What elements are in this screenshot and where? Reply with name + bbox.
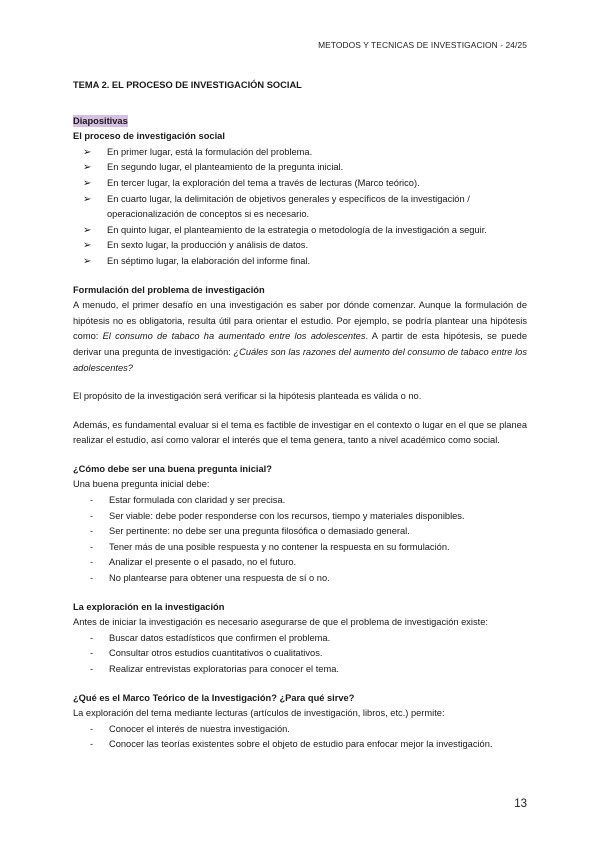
bullet-marker: ➢ (83, 146, 92, 158)
list-item (73, 631, 527, 647)
list-item (73, 223, 527, 239)
bullet-marker: - (90, 632, 94, 643)
purpose-paragraph: El propósito de la investigación será verificar si la hipótesis planteada es válida o no. (73, 391, 422, 402)
list-item-text: Tener más de una posible respuesta y no contener la respuesta en su formulación. (109, 541, 450, 552)
bullet-marker: - (90, 723, 94, 734)
list-item (73, 493, 527, 509)
good-question-heading: ¿Cómo debe ser una buena pregunta inicial? (73, 463, 272, 474)
formulation-paragraph (73, 298, 527, 376)
list-item (73, 722, 527, 738)
list-item (73, 555, 527, 571)
process-heading: El proceso de investigación social (73, 131, 225, 142)
list-item-text: En primer lugar, está la formulación del problema. (107, 146, 313, 157)
exploration-list (73, 631, 527, 678)
list-item (73, 192, 527, 223)
list-item (73, 737, 527, 753)
list-item-text: Analizar el presente o el pasado, no el futuro. (109, 557, 297, 568)
running-header: METODOS Y TECNICAS DE INVESTIGACION - 24/25 (318, 40, 527, 50)
bullet-marker: - (90, 557, 94, 568)
list-item-text: En cuarto lugar, la delimitación de objetivos generales y específicos de la investigación / operacionalización de conceptos si es necesario. (107, 193, 470, 220)
bullet-marker: - (90, 573, 94, 584)
text-run: A menudo, el primer desafío en una investigación es saber por dónde comenzar. Aunque la formulación de hipótesis no es obligatoria, resulta útil para orientar el estudio. Por ejemplo, se podría plantear una hipótesis como: (73, 300, 527, 342)
list-item-text: En quinto lugar, el planteamiento de la estrategia o metodología de la investigación a seguir. (107, 224, 487, 235)
formulation-heading: Formulación del problema de investigación (73, 284, 265, 295)
exploration-heading: La exploración en la investigación (73, 601, 225, 612)
list-item-text: Ser viable: debe poder responderse con los recursos, tiempo y materiales disponibles. (109, 510, 465, 521)
bullet-marker: - (90, 526, 94, 537)
list-item-text: Realizar entrevistas exploratorias para conocer el tema. (109, 664, 339, 674)
list-item-text: Conocer el interés de nuestra investigación. (109, 723, 290, 734)
list-item-text: Ser pertinente: no debe ser una pregunta filosófica o demasiado general. (109, 526, 410, 537)
page-content (73, 78, 527, 753)
chapter-title: TEMA 2. EL PROCESO DE INVESTIGACIÓN SOCIAL (73, 80, 302, 90)
bullet-marker: ➢ (83, 255, 92, 267)
hypothesis-example: El consumo de tabaco ha aumentado entre los adolescentes (102, 331, 366, 342)
bullet-marker: - (90, 510, 94, 521)
list-item (73, 540, 527, 556)
bullet-marker: - (90, 664, 94, 674)
bullet-marker: ➢ (83, 177, 92, 189)
list-item-text: En séptimo lugar, la elaboración del informe final. (107, 255, 311, 266)
framework-list (73, 722, 527, 753)
bullet-marker: - (90, 495, 94, 506)
framework-heading: ¿Qué es el Marco Teórico de la Investigación? ¿Para qué sirve? (73, 692, 355, 703)
good-question-list (73, 493, 527, 587)
process-list (73, 145, 527, 270)
list-item (73, 238, 527, 254)
section-tag-highlight: Diapositivas (73, 115, 128, 126)
list-item (73, 509, 527, 525)
list-item-text: Conocer las teorías existentes sobre el objeto de estudio para enfocar mejor la investigación. (109, 739, 493, 750)
feasibility-paragraph: Además, es fundamental evaluar si el tema es factible de investigar en el contexto o lugar en el que se planea realizar el estudio, así como valorar el interés que el tema genera, tanto a nivel académico como social. (73, 419, 527, 446)
list-item (73, 160, 527, 176)
list-item-text: En tercer lugar, la exploración del tema a través de lecturas (Marco teórico). (107, 177, 420, 188)
list-item (73, 646, 527, 662)
list-item (73, 571, 527, 587)
bullet-marker: ➢ (83, 240, 92, 252)
framework-intro: La exploración del tema mediante lecturas (artículos de investigación, libros, etc.) permite: (73, 708, 445, 719)
good-question-intro: Una buena pregunta inicial debe: (73, 479, 210, 490)
list-item-text: Consultar otros estudios cuantitativos o cualitativos. (109, 648, 323, 659)
list-item-text: En sexto lugar, la producción y análisis de datos. (107, 240, 309, 251)
list-item (73, 662, 527, 678)
page-number: 13 (514, 798, 527, 810)
question-example: ¿Cuáles son las razones del aumento del consumo de tabaco entre los adolescentes? (73, 346, 527, 373)
list-item-text: No plantearse para obtener una respuesta de sí o no. (109, 573, 330, 584)
list-item (73, 145, 527, 161)
bullet-marker: ➢ (83, 162, 92, 174)
list-item-text: Estar formulada con claridad y ser precisa. (109, 495, 286, 506)
bullet-marker: - (90, 648, 94, 659)
bullet-marker: - (90, 541, 94, 552)
bullet-marker: - (90, 739, 94, 750)
list-item-text: Buscar datos estadísticos que confirmen el problema. (109, 632, 331, 643)
list-item (73, 524, 527, 540)
bullet-marker: ➢ (83, 224, 92, 236)
list-item (73, 176, 527, 192)
exploration-intro: Antes de iniciar la investigación es necesario asegurarse de que el problema de investigación existe: (73, 617, 488, 628)
list-item-text: En segundo lugar, el planteamiento de la pregunta inicial. (107, 162, 344, 173)
text-run: . A partir de esta hipótesis, se puede derivar una pregunta de investigación: (73, 331, 527, 357)
bullet-marker: ➢ (83, 193, 92, 205)
list-item (73, 254, 527, 270)
